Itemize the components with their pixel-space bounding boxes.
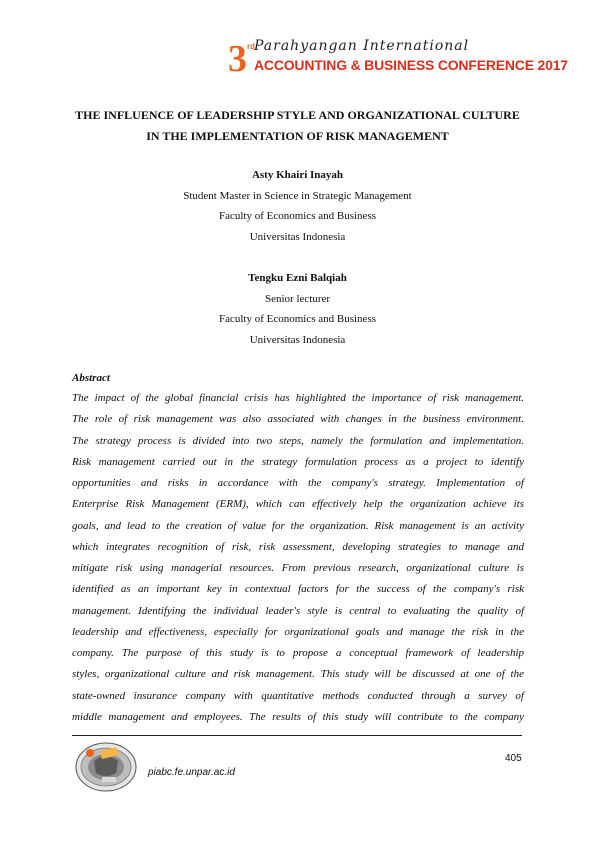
author-affiliation-line: Faculty of Economics and Business [218, 313, 377, 325]
conference-seal-icon [72, 737, 144, 797]
abstract-line: goals, and lead to the creation of value for the organization. Risk management is an activity [72, 519, 524, 532]
author-block-2 [100, 268, 495, 350]
author-affiliation-line: Senior lecturer [264, 292, 331, 305]
author-affiliation-line: Faculty of Economics and Business [218, 210, 377, 222]
abstract-line: leadership and effectiveness, especially for organizational goals and manage the risk in the [72, 625, 524, 638]
footer-divider [72, 735, 522, 736]
author-name: Asty Khairi Inayah [251, 169, 344, 181]
abstract-line: opportunities and risks in accordance with the company's strategy. Implementation of [72, 477, 524, 489]
abstract-line: state-owned insurance company with quantitative methods conducted through a survey of [72, 689, 524, 702]
logo-main-text: ACCOUNTING & BUSINESS CONFERENCE 2017 [254, 57, 568, 73]
abstract-line: identified as an important key in contextual factors for the success of the company's risk [72, 583, 524, 596]
abstract-line: styles, organizational culture and risk management. This study will be discussed at one of the [72, 668, 524, 681]
abstract-line: company. The purpose of this study is to propose a conceptual framework of leadership [72, 647, 524, 659]
abstract-line: The impact of the global financial crisis has highlighted the importance of risk management. [72, 392, 524, 404]
author-affiliation-line: Universitas Indonesia [249, 230, 346, 243]
logo-script-text: Parahyangan International [254, 38, 470, 54]
author-affiliation-line: Student Master in Science in Strategic Management [183, 189, 412, 202]
author-name: Tengku Ezni Balqiah [248, 272, 347, 284]
abstract-line: mitigate risk using managerial resources. From previous research, organizational culture is [72, 562, 524, 574]
author-affiliation-line: Universitas Indonesia [249, 333, 346, 346]
author-block-1 [100, 165, 495, 247]
conference-logo [228, 36, 568, 84]
abstract-line: management. Identifying the individual leader's style is central to evaluating the quality of [72, 604, 524, 617]
logo-ordinal-suffix: rd [247, 42, 255, 51]
abstract-line: Risk management carried out in the strategy formulation process as a project to identify [72, 455, 524, 468]
abstract-line: middle management and employees. The results of this study will contribute to the company [72, 710, 524, 723]
logo-numeral: 3 [228, 38, 247, 80]
abstract-line: which integrates recognition of risk, risk assessment, developing strategies to manage and [72, 540, 524, 553]
abstract-line: The strategy process is divided into two steps, namely the formulation and implementation. [72, 434, 524, 447]
title-line-2: IN THE IMPLEMENTATION OF RISK MANAGEMENT [146, 129, 449, 143]
abstract-heading: Abstract [72, 372, 110, 384]
title-line-1: THE INFLUENCE OF LEADERSHIP STYLE AND ORGANIZATIONAL CULTURE [75, 108, 520, 122]
footer-url-link[interactable]: piabc.fe.unpar.ac.id [148, 767, 235, 778]
abstract-line: The role of risk management was also associated with changes in the business environment. [72, 413, 524, 426]
abstract-line: Enterprise Risk Management (ERM), which can effectively help the organization achieve its [72, 498, 524, 511]
abstract-body [72, 388, 524, 728]
paper-title [60, 105, 535, 147]
page-number: 405 [505, 753, 522, 764]
